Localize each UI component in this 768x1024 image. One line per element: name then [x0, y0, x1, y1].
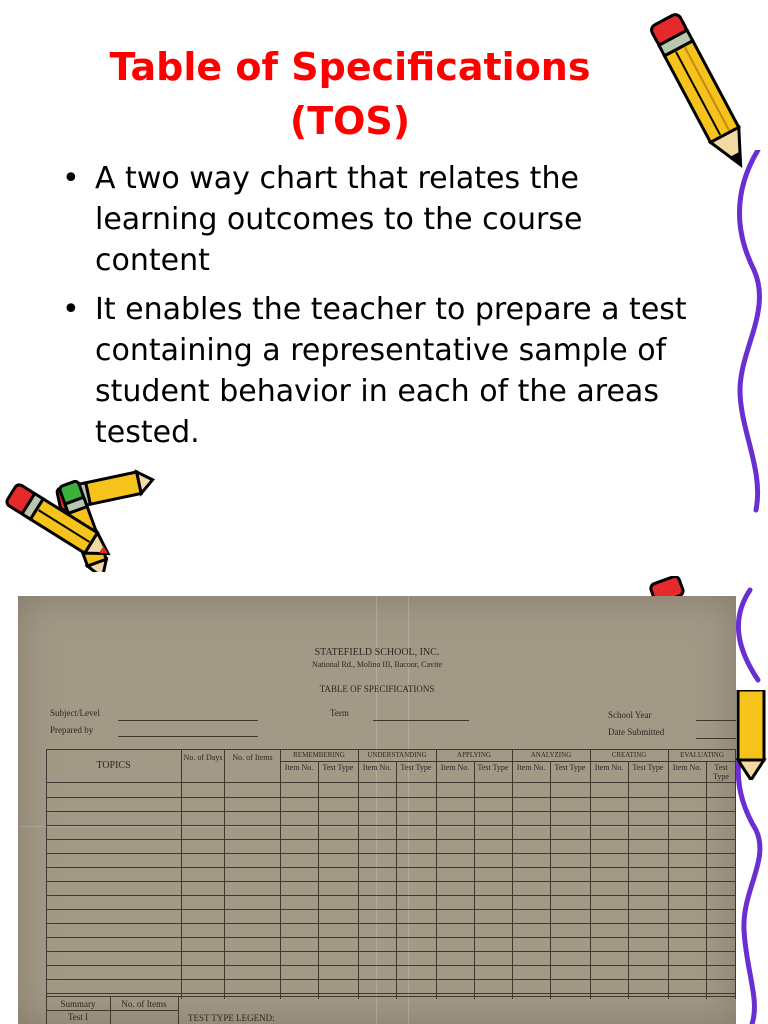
term-label: Term	[330, 708, 349, 718]
tos-form-photo	[18, 596, 736, 1024]
test-type-legend: TEST TYPE LEGEND:	[188, 1013, 275, 1023]
prepared-by-label: Prepared by	[50, 725, 94, 735]
summary-items-label: No. of Items	[121, 999, 167, 1009]
test-type-header: Test Type	[554, 763, 586, 772]
test-type-header: Test Type	[713, 763, 729, 781]
date-submitted-label: Date Submitted	[608, 727, 665, 737]
form-school-name: STATEFIELD SCHOOL, INC.	[314, 647, 440, 658]
days-header: No. of Days	[183, 753, 223, 762]
test-type-header: Test Type	[322, 763, 354, 772]
items-header: No. of Items	[232, 753, 273, 762]
tos-grid	[46, 749, 736, 999]
item-no-header: Item No.	[284, 763, 314, 772]
test-type-header: Test Type	[632, 763, 664, 772]
category-header: ANALYZING	[530, 751, 572, 759]
bullet-list	[62, 158, 702, 461]
pencil-icon	[648, 2, 758, 182]
category-header: UNDERSTANDING	[367, 751, 427, 759]
category-header: CREATING	[611, 751, 647, 759]
item-no-header: Item No.	[516, 763, 546, 772]
category-header: EVALUATING	[680, 751, 724, 759]
pencil-icon	[734, 690, 768, 780]
category-header: REMEMBERING	[293, 751, 345, 759]
category-header: APPLYING	[457, 751, 491, 759]
slide-title-abbrev: (TOS)	[289, 99, 411, 143]
bullet-text: It enables the teacher to prepare a test containing a representative sample of student behavior in each of the areas tested.	[95, 292, 687, 450]
item-no-header: Item No.	[672, 763, 702, 772]
test-type-header: Test Type	[477, 763, 509, 772]
crossed-pencils-icon	[0, 462, 156, 572]
test-one-label: Test I	[67, 1012, 89, 1022]
school-year-label: School Year	[608, 710, 652, 720]
subject-level-label: Subject/Level	[50, 708, 100, 718]
bullet-icon: •	[62, 292, 80, 327]
summary-label: Summary	[60, 999, 96, 1009]
item-no-header: Item No.	[594, 763, 624, 772]
item-no-header: Item No.	[362, 763, 392, 772]
topics-header: TOPICS	[96, 760, 131, 771]
bullet-item	[62, 289, 702, 453]
bullet-icon: •	[62, 161, 80, 196]
slide-title: Table of Specifications	[109, 45, 591, 89]
test-type-header: Test Type	[400, 763, 432, 772]
form-address: National Rd., Molino III, Bacoor, Cavite	[311, 660, 443, 669]
bullet-item	[62, 158, 702, 281]
bullet-text: A two way chart that relates the learning outcomes to the course content	[95, 161, 583, 278]
item-no-header: Item No.	[440, 763, 470, 772]
form-title: TABLE OF SPECIFICATIONS	[319, 684, 435, 694]
